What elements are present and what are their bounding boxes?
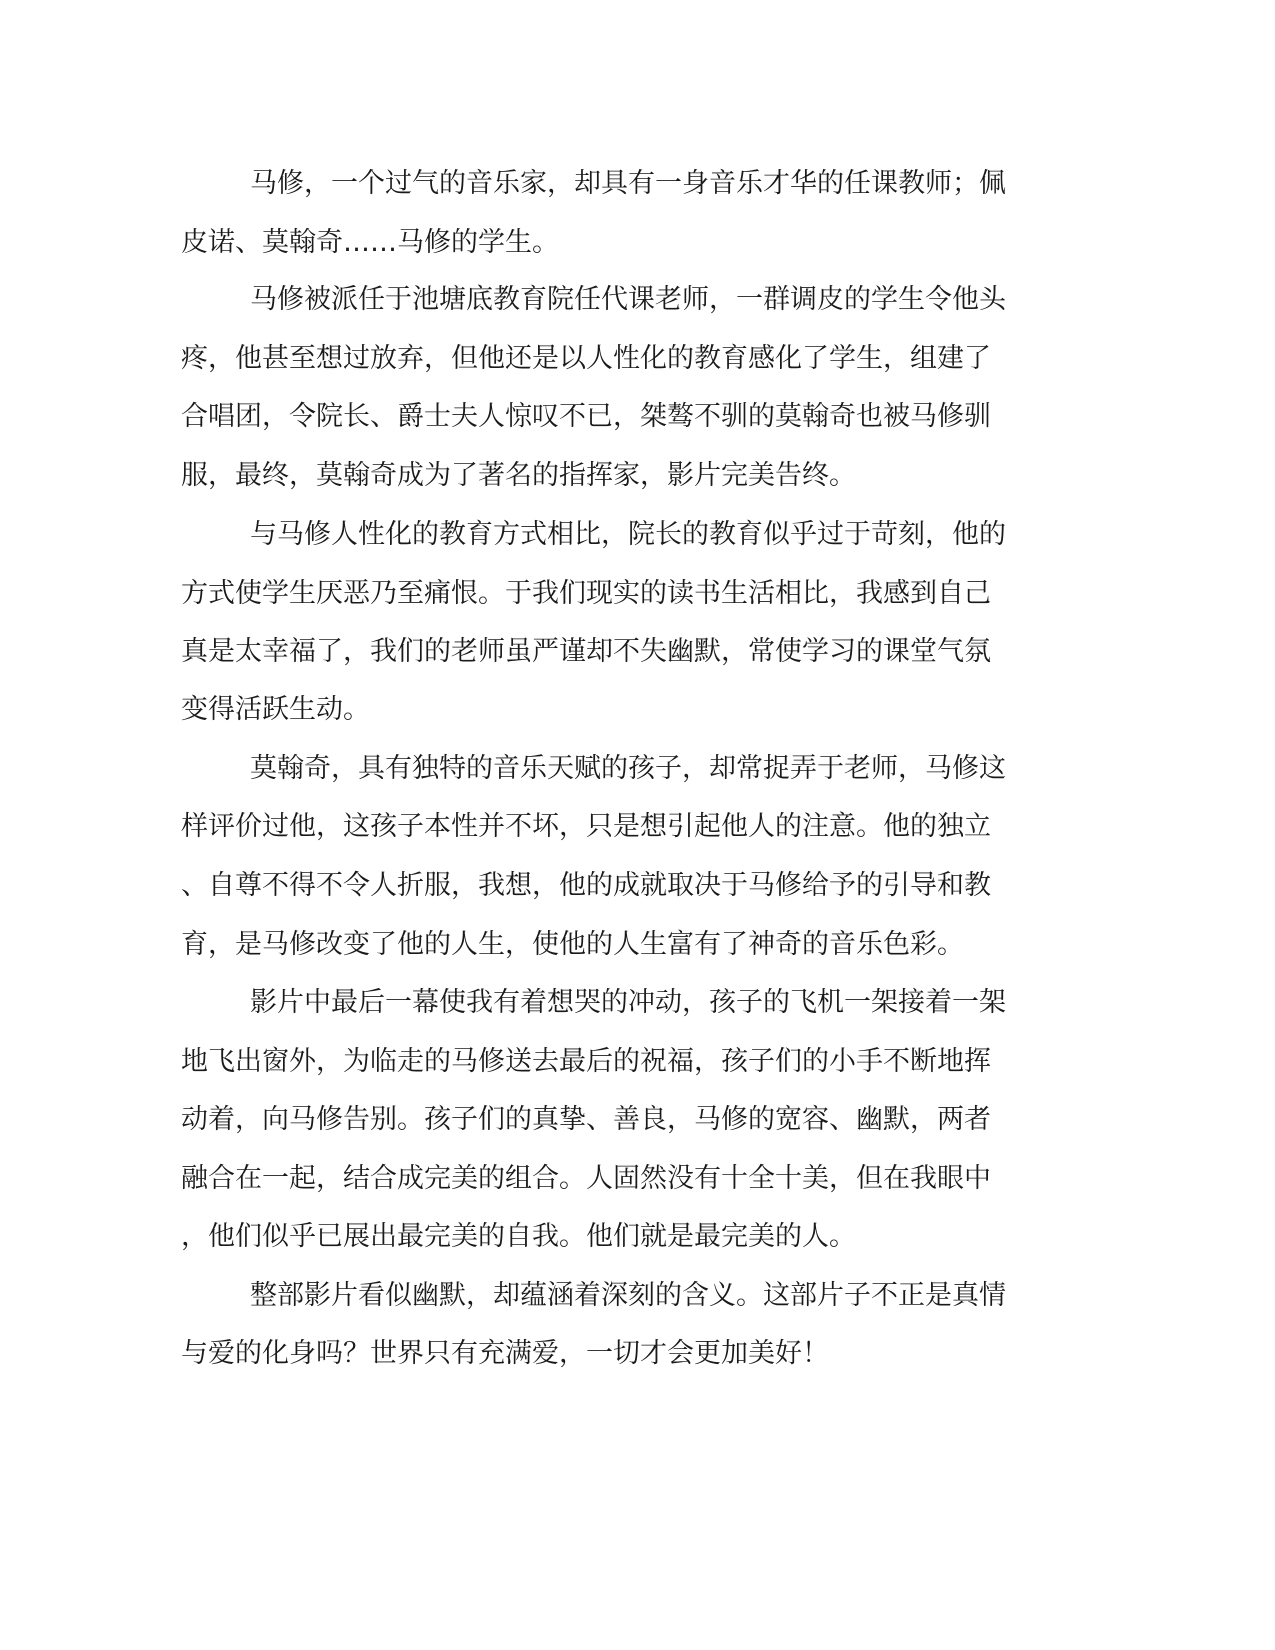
text-line: 地飞出窗外，为临走的马修送去最后的祝福，孩子们的小手不断地挥 (181, 1046, 991, 1077)
text-line: 变得活跃生动。 (181, 694, 370, 725)
text-line: 马修被派任于池塘底教育院任代课老师，一群调皮的学生令他头 (250, 284, 1006, 315)
text-line: 影片中最后一幕使我有着想哭的冲动，孩子的飞机一架接着一架 (250, 987, 1006, 1018)
text-line: 马修，一个过气的音乐家，却具有一身音乐才华的任课教师；佩 (250, 168, 1006, 199)
text-line: 与马修人性化的教育方式相比，院长的教育似乎过于苛刻，他的 (250, 519, 1006, 550)
text-line: 服，最终，莫翰奇成为了著名的指挥家，影片完美告终。 (181, 460, 856, 491)
text-line: 动着，向马修告别。孩子们的真挚、善良，马修的宽容、幽默，两者 (181, 1104, 991, 1135)
text-line: 融合在一起，结合成完美的组合。人固然没有十全十美，但在我眼中 (181, 1163, 991, 1194)
text-line: 整部影片看似幽默，却蕴涵着深刻的含义。这部片子不正是真情 (250, 1280, 1006, 1311)
text-line: 样评价过他，这孩子本性并不坏，只是想引起他人的注意。他的独立 (181, 811, 991, 842)
text-line: 真是太幸福了，我们的老师虽严谨却不失幽默，常使学习的课堂气氛 (181, 636, 991, 667)
text-line: 方式使学生厌恶乃至痛恨。于我们现实的读书生活相比，我感到自己 (181, 578, 991, 609)
text-line: 育，是马修改变了他的人生，使他的人生富有了神奇的音乐色彩。 (181, 929, 964, 960)
text-line: 合唱团，令院长、爵士夫人惊叹不已，桀骜不驯的莫翰奇也被马修驯 (181, 401, 991, 432)
text-line: 皮诺、莫翰奇……马修的学生。 (181, 227, 559, 258)
text-line: 与爱的化身吗？世界只有充满爱，一切才会更加美好！ (181, 1338, 829, 1369)
text-line: 莫翰奇，具有独特的音乐天赋的孩子，却常捉弄于老师，马修这 (250, 753, 1006, 784)
text-line: 、自尊不得不令人折服，我想，他的成就取决于马修给予的引导和教 (181, 870, 991, 901)
text-line: 疼，他甚至想过放弃，但他还是以人性化的教育感化了学生，组建了 (181, 343, 991, 374)
text-line: ，他们似乎已展出最完美的自我。他们就是最完美的人。 (181, 1221, 856, 1252)
